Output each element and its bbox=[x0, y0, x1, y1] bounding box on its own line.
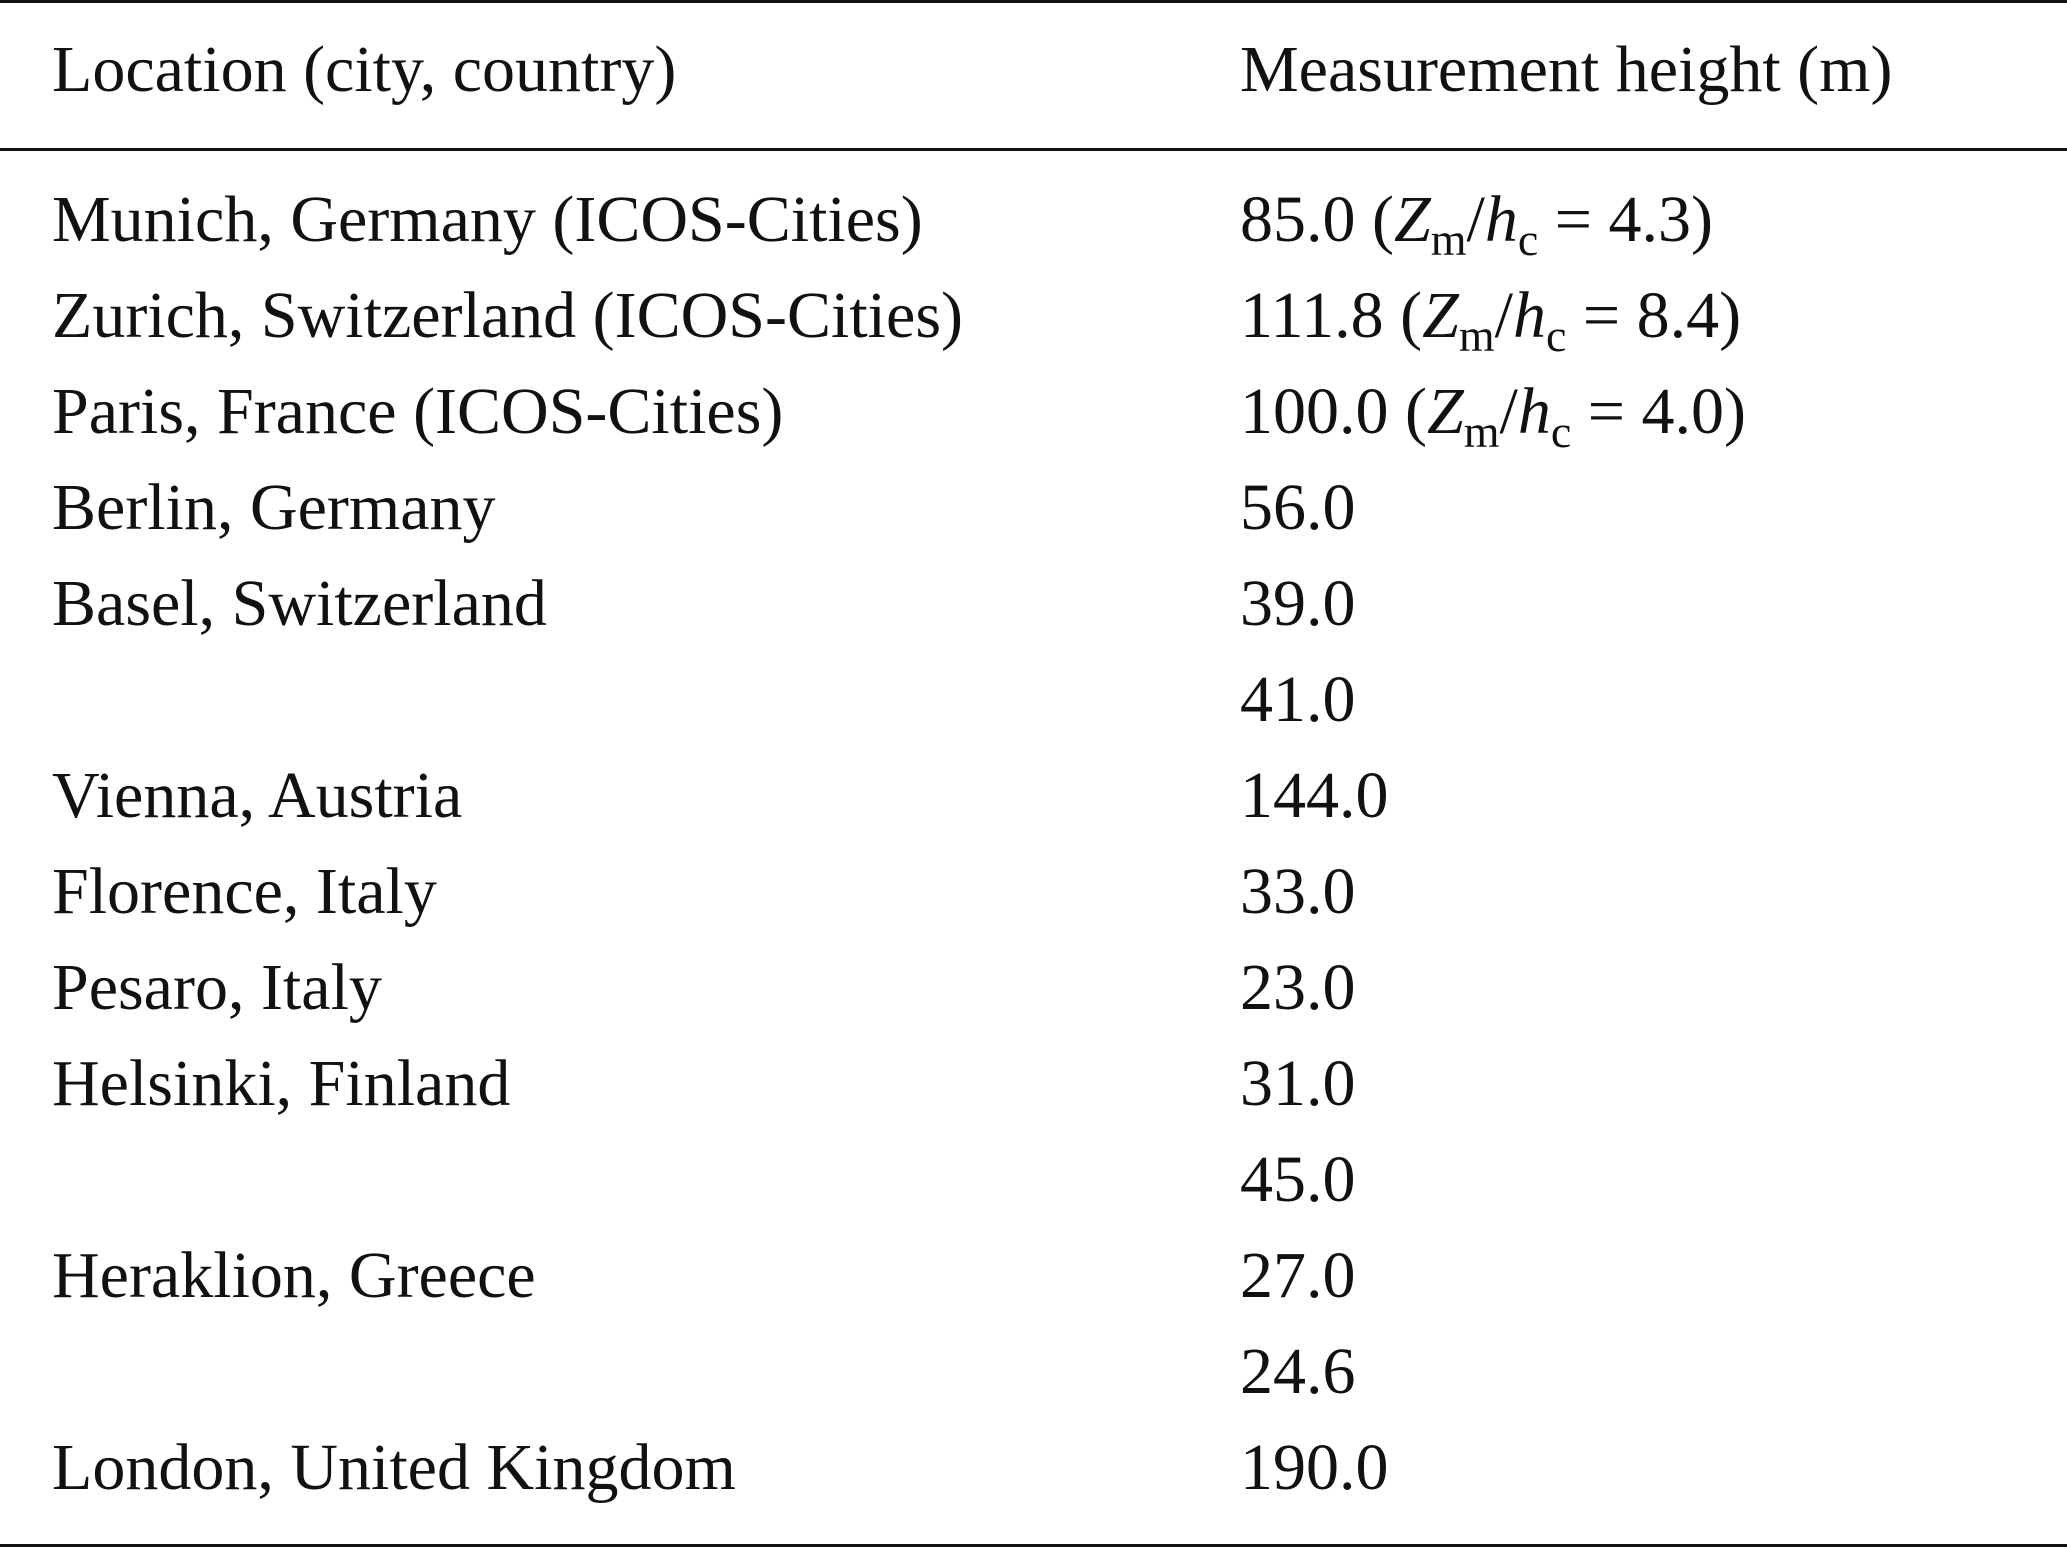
table-row bbox=[0, 172, 2067, 268]
ratio-z-subscript: m bbox=[1458, 310, 1495, 361]
height-cell bbox=[1240, 652, 1356, 748]
ratio-h-subscript: c bbox=[1517, 214, 1539, 265]
height-value: 27.0 bbox=[1240, 1239, 1356, 1312]
table-row bbox=[0, 556, 2067, 652]
location-cell: Pesaro, Italy bbox=[52, 951, 382, 1024]
ratio-h-symbol: h bbox=[1512, 279, 1546, 352]
height-cell bbox=[1240, 1420, 1389, 1516]
height-cell bbox=[1240, 1036, 1356, 1132]
ratio-value: 8.4 bbox=[1636, 279, 1720, 352]
location-cell: Helsinki, Finland bbox=[52, 1047, 511, 1120]
location-cell: Heraklion, Greece bbox=[52, 1239, 536, 1312]
height-value: 190.0 bbox=[1240, 1431, 1389, 1504]
height-cell bbox=[1240, 844, 1356, 940]
ratio-z-symbol: Z bbox=[1422, 279, 1459, 352]
table-row bbox=[0, 1420, 2067, 1516]
height-value: 23.0 bbox=[1240, 951, 1356, 1024]
height-value: 85.0 bbox=[1240, 183, 1356, 256]
height-cell bbox=[1240, 1132, 1356, 1228]
ratio-value: 4.0 bbox=[1641, 375, 1724, 448]
height-value: 45.0 bbox=[1240, 1143, 1356, 1216]
location-cell: London, United Kingdom bbox=[52, 1431, 736, 1504]
table-row bbox=[0, 844, 2067, 940]
table-row bbox=[0, 1324, 2067, 1420]
ratio-z-subscript: m bbox=[1430, 214, 1467, 265]
ratio-h-symbol: h bbox=[1517, 375, 1551, 448]
height-value: 24.6 bbox=[1240, 1335, 1356, 1408]
height-ratio: $(Z_m/h_c = 4.3)$ bbox=[1355, 183, 1713, 265]
height-value: 100.0 bbox=[1240, 375, 1389, 448]
bottom-rule bbox=[0, 1544, 2067, 1547]
ratio-z-symbol: Z bbox=[1393, 183, 1431, 256]
height-value: 41.0 bbox=[1240, 663, 1356, 736]
height-cell bbox=[1240, 556, 1356, 652]
height-cell bbox=[1240, 1324, 1356, 1420]
height-value: 31.0 bbox=[1240, 1047, 1356, 1120]
height-cell bbox=[1240, 172, 1713, 274]
table-row bbox=[0, 268, 2067, 364]
height-cell bbox=[1240, 460, 1356, 556]
table-row bbox=[0, 652, 2067, 748]
ratio-h-subscript: c bbox=[1545, 310, 1567, 361]
height-value: 39.0 bbox=[1240, 567, 1356, 640]
height-cell bbox=[1240, 364, 1746, 466]
ratio-h-symbol: h bbox=[1484, 183, 1518, 256]
ratio-h-subscript: c bbox=[1550, 406, 1572, 457]
ratio-z-subscript: m bbox=[1463, 406, 1500, 457]
height-value: 33.0 bbox=[1240, 855, 1356, 928]
table-row bbox=[0, 1036, 2067, 1132]
header-rule bbox=[0, 148, 2067, 151]
height-ratio: $(Z_m/h_c = 4.0)$ bbox=[1388, 375, 1746, 457]
height-cell bbox=[1240, 940, 1356, 1036]
table-row bbox=[0, 1132, 2067, 1228]
height-value: 56.0 bbox=[1240, 471, 1356, 544]
header-location: Location (city, country) bbox=[52, 33, 677, 106]
table-row bbox=[0, 460, 2067, 556]
location-cell: Florence, Italy bbox=[52, 855, 437, 928]
header-height: Measurement height (m) bbox=[1240, 33, 1893, 106]
location-cell: Munich, Germany (ICOS-Cities) bbox=[52, 183, 923, 256]
location-cell: Paris, France (ICOS-Cities) bbox=[52, 375, 784, 448]
table-row bbox=[0, 1228, 2067, 1324]
table-row bbox=[0, 940, 2067, 1036]
ratio-z-symbol: Z bbox=[1426, 375, 1464, 448]
ratio-value: 4.3 bbox=[1608, 183, 1691, 256]
height-cell bbox=[1240, 268, 1741, 370]
height-value: 111.8 bbox=[1240, 279, 1384, 352]
table-row bbox=[0, 364, 2067, 460]
height-cell bbox=[1240, 1228, 1356, 1324]
table-row bbox=[0, 748, 2067, 844]
height-value: 144.0 bbox=[1240, 759, 1389, 832]
table-body bbox=[0, 172, 2067, 1516]
top-rule bbox=[0, 0, 2067, 3]
location-cell: Vienna, Austria bbox=[52, 759, 463, 832]
location-cell: Zurich, Switzerland (ICOS-Cities) bbox=[52, 279, 963, 352]
height-ratio: $(Z_m/h_c = 8.4)$ bbox=[1383, 279, 1742, 361]
location-cell: Basel, Switzerland bbox=[52, 567, 547, 640]
height-cell bbox=[1240, 748, 1389, 844]
location-cell: Berlin, Germany bbox=[52, 471, 496, 544]
